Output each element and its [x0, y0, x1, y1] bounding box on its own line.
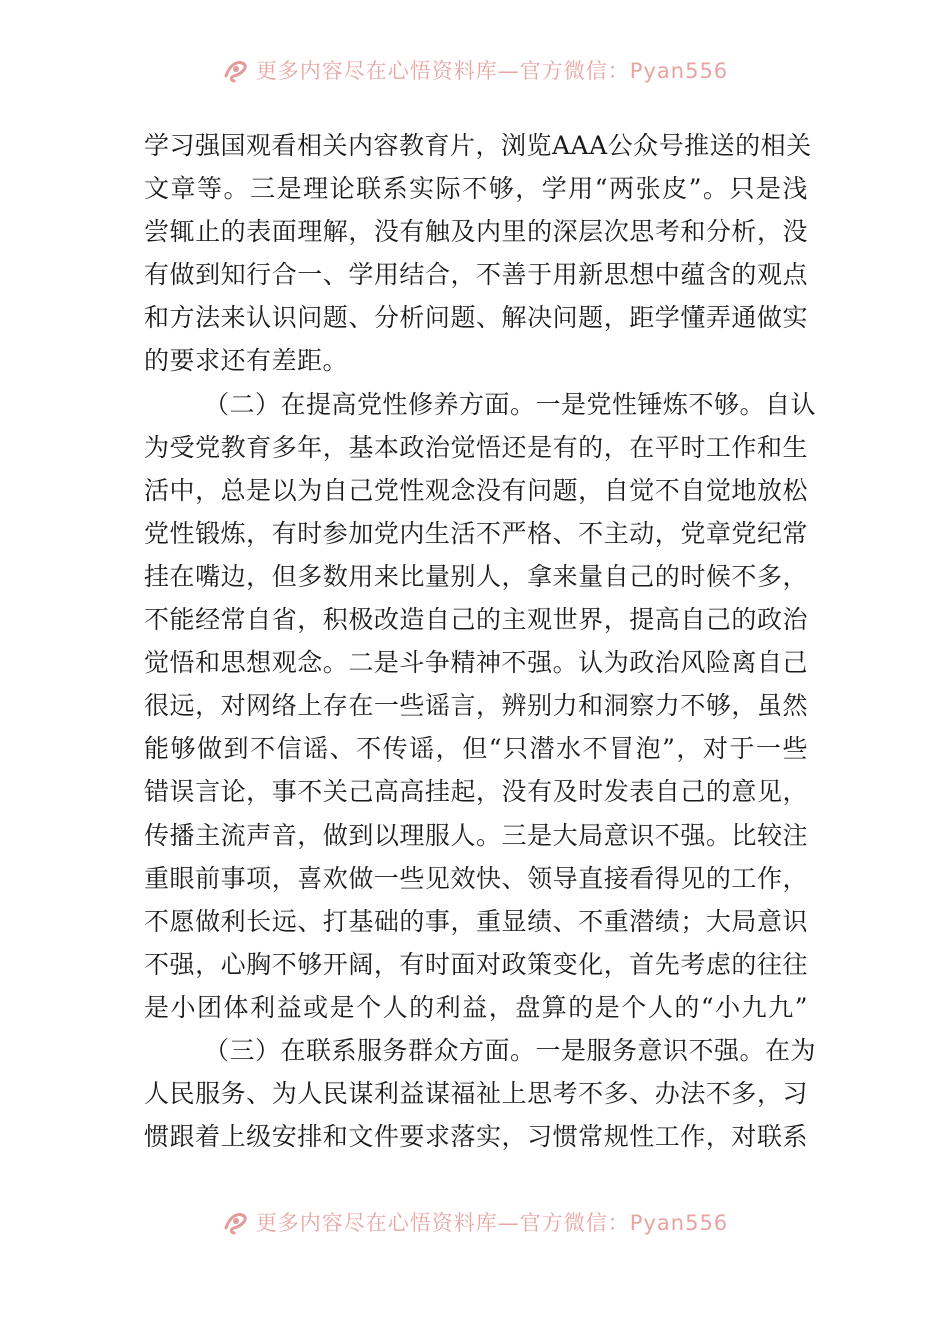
- text-line: 人民服务、为人民谋利益谋福祉上思考不多、办法不多，习: [144, 1079, 808, 1109]
- text-line: 党性锻炼，有时参加党内生活不严格、不主动，党章党纪常: [144, 518, 808, 548]
- text-line: 学习强国观看相关内容教育片，浏览AAA公众号推送的相关: [144, 131, 812, 160]
- text-line: 不能经常自省，积极改造自己的主观世界，提高自己的政治: [144, 605, 808, 635]
- text-line: 不愿做利长远、打基础的事，重显绩、不重潜绩；大局意识: [144, 906, 808, 936]
- brand-logo-icon: [222, 56, 250, 84]
- text-line: 觉悟和思想观念。二是斗争精神不强。认为政治风险离自己: [144, 648, 808, 678]
- text-line: 活中，总是以为自己党性观念没有问题，自觉不自觉地放松: [144, 475, 808, 505]
- document-body: [144, 124, 817, 1158]
- text-line: 不强，心胸不够开阔，有时面对政策变化，首先考虑的往往: [144, 949, 808, 979]
- brand-logo-icon: [222, 1208, 250, 1236]
- text-line: 挂在嘴边，但多数用来比量别人，拿来量自己的时候不多，: [144, 561, 808, 591]
- text-line: 有做到知行合一、学用结合，不善于用新思想中蕴含的观点: [144, 260, 808, 290]
- text-line: 惯跟着上级安排和文件要求落实，习惯常规性工作，对联系: [144, 1122, 808, 1152]
- text-line: 能够做到不信谣、不传谣，但“只潜水不冒泡”，对于一些: [144, 734, 808, 764]
- text-line: 很远，对网络上存在一些谣言，辨别力和洞察力不够，虽然: [144, 691, 808, 721]
- text-line: 错误言论，事不关己高高挂起，没有及时发表自己的意见，: [144, 777, 808, 807]
- watermark-text: 更多内容尽在心悟资料库—官方微信：Pyan556: [255, 1211, 729, 1235]
- text-line: 和方法来认识问题、分析问题、解决问题，距学懂弄通做实: [144, 303, 808, 333]
- text-line: 尝辄止的表面理解，没有触及内里的深层次思考和分析，没: [144, 217, 808, 247]
- text-line: 重眼前事项，喜欢做一些见效快、领导直接看得见的工作，: [144, 863, 808, 893]
- text-line: 文章等。三是理论联系实际不够，学用“两张皮”。只是浅: [144, 174, 808, 204]
- text-line: 传播主流声音，做到以理服人。三是大局意识不强。比较注: [144, 820, 808, 850]
- text-line: （三）在联系服务群众方面。一是服务意识不强。在为: [204, 1035, 817, 1065]
- text-line: 为受党教育多年，基本政治觉悟还是有的，在平时工作和生: [144, 432, 808, 462]
- text-line: 的要求还有差距。: [144, 346, 349, 376]
- text-line: 是小团体利益或是个人的利益，盘算的是个人的“小九九”: [144, 992, 808, 1022]
- header-watermark: [0, 50, 950, 90]
- footer-watermark: [0, 1202, 950, 1242]
- text-line: （二）在提高党性修养方面。一是党性锤炼不够。自认: [204, 389, 817, 419]
- watermark-text: 更多内容尽在心悟资料库—官方微信：Pyan556: [255, 59, 729, 83]
